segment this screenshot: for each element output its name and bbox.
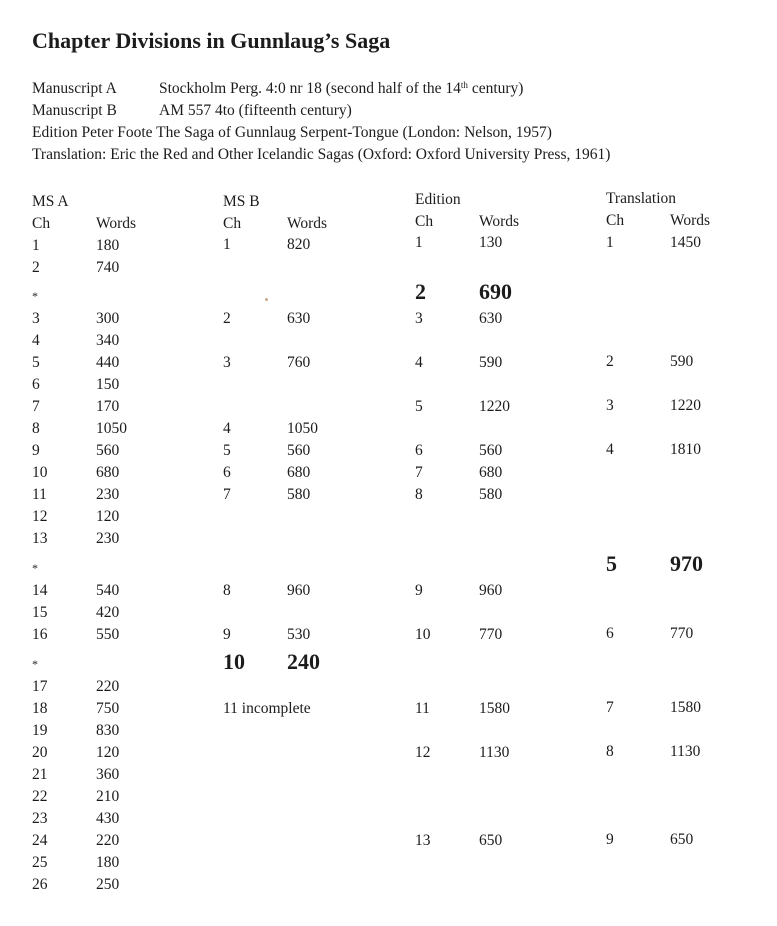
- msa-word-count: 830: [96, 722, 120, 739]
- msa-chapter: 7: [32, 398, 40, 415]
- msb-chapter: 4: [223, 420, 231, 437]
- manuscript-b-text: AM 557 4to (fifteenth century): [159, 102, 352, 119]
- msa-chapter: 22: [32, 788, 48, 805]
- msa-chapter: 8: [32, 420, 40, 437]
- msa-ch-header: Ch: [32, 215, 51, 232]
- edition-chapter: 8: [415, 486, 423, 503]
- msb-word-count: 630: [287, 310, 311, 327]
- msa-word-count: 230: [96, 486, 120, 503]
- msa-chapter: 5: [32, 354, 40, 371]
- msa-word-count: 170: [96, 398, 120, 415]
- msa-chapter: 26: [32, 876, 48, 893]
- translation-chapter: 7: [606, 699, 614, 716]
- msa-chapter: 24: [32, 832, 48, 849]
- msa-chapter: 1: [32, 237, 40, 254]
- msa-word-count: 360: [96, 766, 120, 783]
- page-title: Chapter Divisions in Gunnlaug’s Saga: [32, 28, 391, 53]
- msb-word-count: 240: [287, 649, 320, 674]
- manuscript-a-line: [32, 80, 523, 98]
- msa-heading: MS A: [32, 193, 69, 210]
- translation-chapter: 4: [606, 441, 614, 458]
- edition-chapter: 10: [415, 626, 431, 643]
- translation-word-count: 1810: [670, 441, 701, 458]
- edition-heading: Edition: [415, 191, 461, 208]
- edition-word-count: 630: [479, 310, 503, 327]
- translation-word-count: 970: [670, 551, 703, 576]
- edition-word-count: 590: [479, 354, 503, 371]
- msb-word-count: 560: [287, 442, 311, 459]
- msb-chapter: 11 incomplete: [223, 700, 311, 717]
- translation-chapter: 3: [606, 397, 614, 414]
- msb-heading: MS B: [223, 193, 260, 210]
- msa-word-count: 420: [96, 604, 120, 621]
- msa-chapter: *: [32, 657, 38, 671]
- paper-speck: [265, 298, 268, 301]
- msa-word-count: 220: [96, 832, 120, 849]
- msa-word-count: 550: [96, 626, 120, 643]
- translation-line: Translation: Eric the Red and Other Icelandic Sagas (Oxford: Oxford University Press, 1961): [32, 146, 611, 163]
- msa-word-count: 440: [96, 354, 120, 371]
- msa-words-header: Words: [96, 215, 137, 232]
- edition-word-count: 650: [479, 832, 503, 849]
- edition-ch-header: Ch: [415, 213, 434, 230]
- msb-word-count: 960: [287, 582, 311, 599]
- edition-line: Edition Peter Foote The Saga of Gunnlaug Serpent-Tongue (London: Nelson, 1957): [32, 124, 552, 141]
- translation-word-count: 770: [670, 625, 694, 642]
- edition-word-count: 960: [479, 582, 503, 599]
- msa-chapter: 9: [32, 442, 40, 459]
- msa-chapter: 14: [32, 582, 48, 599]
- msb-word-count: 760: [287, 354, 311, 371]
- translation-word-count: 1580: [670, 699, 701, 716]
- manuscript-a-text-end: century): [467, 80, 524, 97]
- edition-chapter: 11: [415, 700, 430, 717]
- msb-chapter: 5: [223, 442, 231, 459]
- msa-chapter: 10: [32, 464, 48, 481]
- edition-word-count: 130: [479, 234, 503, 251]
- edition-chapter: 5: [415, 398, 423, 415]
- translation-word-count: 650: [670, 831, 694, 848]
- msb-chapter: 2: [223, 310, 231, 327]
- edition-word-count: 1130: [479, 744, 510, 761]
- msb-word-count: 1050: [287, 420, 318, 437]
- translation-heading: Translation: [606, 190, 677, 207]
- translation-chapter: 8: [606, 743, 614, 760]
- edition-words-header: Words: [479, 213, 520, 230]
- edition-word-count: 1220: [479, 398, 510, 415]
- msa-word-count: 180: [96, 237, 120, 254]
- msa-chapter: 13: [32, 530, 48, 547]
- manuscript-a-superscript: th: [460, 80, 468, 90]
- msa-chapter: 15: [32, 604, 48, 621]
- msa-word-count: 230: [96, 530, 120, 547]
- edition-word-count: 1580: [479, 700, 510, 717]
- msa-chapter: 17: [32, 678, 48, 695]
- msa-chapter: 21: [32, 766, 48, 783]
- msa-chapter: 6: [32, 376, 40, 393]
- manuscript-b-line: [32, 102, 352, 120]
- edition-word-count: 680: [479, 464, 503, 481]
- msb-word-count: 680: [287, 464, 311, 481]
- msa-chapter: 16: [32, 626, 48, 643]
- translation-chapter: 6: [606, 625, 614, 642]
- msa-word-count: 250: [96, 876, 120, 893]
- msa-word-count: 740: [96, 259, 120, 276]
- msa-word-count: 120: [96, 508, 120, 525]
- msa-chapter: 19: [32, 722, 48, 739]
- msa-chapter: 11: [32, 486, 47, 503]
- translation-word-count: 1130: [670, 743, 701, 760]
- msa-word-count: 750: [96, 700, 120, 717]
- edition-chapter: 4: [415, 354, 423, 371]
- translation-word-count: 590: [670, 353, 694, 370]
- msa-word-count: 1050: [96, 420, 127, 437]
- msb-chapter: 9: [223, 626, 231, 643]
- msb-word-count: 580: [287, 486, 311, 503]
- edition-chapter: 12: [415, 744, 431, 761]
- translation-chapter: 5: [606, 551, 617, 576]
- edition-chapter: 6: [415, 442, 423, 459]
- msa-word-count: 120: [96, 744, 120, 761]
- edition-word-count: 690: [479, 279, 512, 304]
- translation-ch-header: Ch: [606, 212, 625, 229]
- msa-chapter: *: [32, 289, 38, 303]
- manuscript-a-text: Stockholm Perg. 4:0 nr 18 (second half of the 14: [159, 80, 461, 97]
- msb-word-count: 530: [287, 626, 311, 643]
- msa-chapter: 23: [32, 810, 48, 827]
- edition-chapter: 2: [415, 279, 426, 304]
- edition-chapter: 9: [415, 582, 423, 599]
- msb-chapter: 1: [223, 236, 231, 253]
- msb-chapter: 8: [223, 582, 231, 599]
- edition-chapter: 7: [415, 464, 423, 481]
- msb-chapter: 3: [223, 354, 231, 371]
- msa-chapter: 12: [32, 508, 48, 525]
- translation-chapter: 9: [606, 831, 614, 848]
- msb-ch-header: Ch: [223, 215, 242, 232]
- msb-words-header: Words: [287, 215, 328, 232]
- edition-chapter: 13: [415, 832, 431, 849]
- msa-word-count: 300: [96, 310, 120, 327]
- translation-chapter: 2: [606, 353, 614, 370]
- msa-chapter: 20: [32, 744, 48, 761]
- msa-chapter: 25: [32, 854, 48, 871]
- msb-chapter: 10: [223, 649, 245, 674]
- edition-word-count: 580: [479, 486, 503, 503]
- manuscript-a-label: Manuscript A: [32, 80, 117, 97]
- msa-word-count: 340: [96, 332, 120, 349]
- msa-chapter: 4: [32, 332, 40, 349]
- msa-word-count: 430: [96, 810, 120, 827]
- msa-word-count: 180: [96, 854, 120, 871]
- msa-word-count: 680: [96, 464, 120, 481]
- msb-word-count: 820: [287, 236, 311, 253]
- edition-chapter: 3: [415, 310, 423, 327]
- manuscript-b-label: Manuscript B: [32, 102, 117, 119]
- edition-chapter: 1: [415, 234, 423, 251]
- msa-word-count: 540: [96, 582, 120, 599]
- translation-word-count: 1220: [670, 397, 701, 414]
- msa-chapter: 2: [32, 259, 40, 276]
- msa-chapter: 3: [32, 310, 40, 327]
- edition-word-count: 770: [479, 626, 503, 643]
- msb-chapter: 6: [223, 464, 231, 481]
- msb-chapter: 7: [223, 486, 231, 503]
- msa-word-count: 560: [96, 442, 120, 459]
- msa-word-count: 220: [96, 678, 120, 695]
- msa-word-count: 210: [96, 788, 120, 805]
- translation-word-count: 1450: [670, 234, 701, 251]
- msa-chapter: *: [32, 561, 38, 575]
- msa-chapter: 18: [32, 700, 48, 717]
- translation-words-header: Words: [670, 212, 711, 229]
- edition-word-count: 560: [479, 442, 503, 459]
- msa-word-count: 150: [96, 376, 120, 393]
- translation-chapter: 1: [606, 234, 614, 251]
